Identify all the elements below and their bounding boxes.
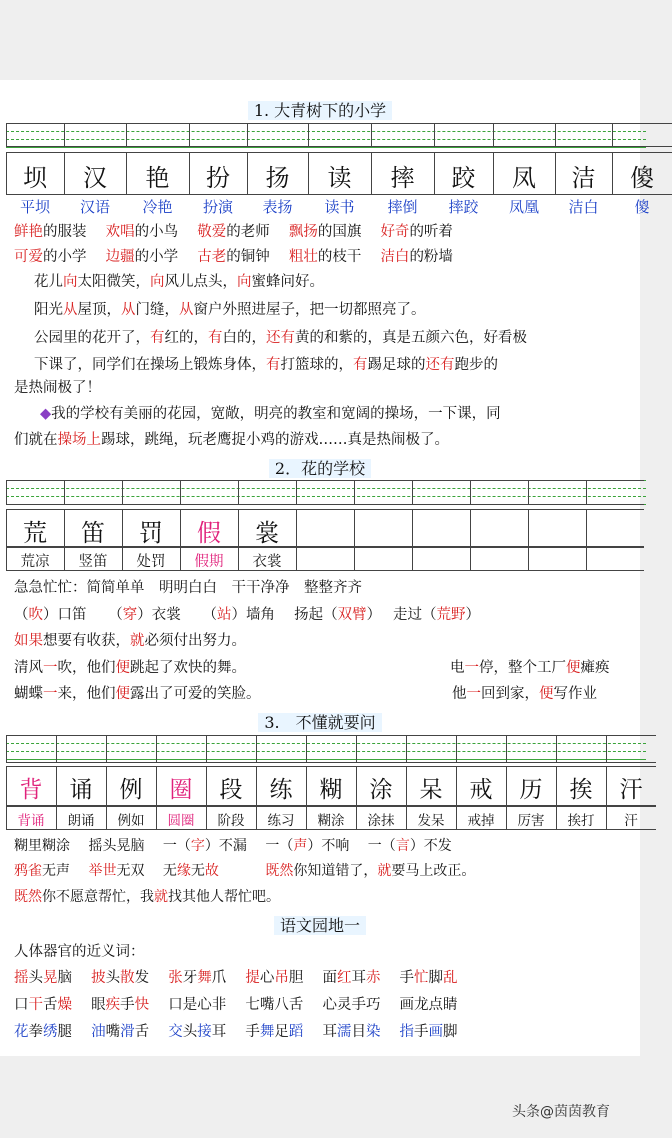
word: 衣裳 (252, 554, 282, 570)
pinyin-grid (6, 735, 656, 763)
idiom-row (14, 966, 458, 987)
new-char: 跤 (451, 164, 476, 192)
word: 竖笛 (78, 554, 108, 570)
word: 阶段 (217, 813, 245, 829)
watermark: 头条@茵茵教育 (512, 1104, 610, 1120)
word: 挨打 (567, 813, 595, 829)
sentence-line: 们就在操场上踢球，跳绳，玩老鹰捉小鸡的游戏……真是热闹极了。 (14, 432, 449, 448)
new-char: 坝 (23, 164, 47, 192)
phrase-line: 可爱的小学 边疆的小学 古老的铜钟 粗壮的枝干 洁白的粉墙 (14, 249, 453, 265)
word: 朗诵 (67, 813, 95, 829)
section-4-subtitle: 人体器官的近义词： (14, 944, 145, 960)
new-char: 糊 (319, 777, 343, 803)
sentence-line: 是热闹极了！ (14, 380, 101, 396)
word: 汗 (624, 813, 638, 829)
sentence-line: 蝴蝶一来，他们便露出了可爱的笑脸。 (14, 686, 261, 702)
idiom: 摇头晃脑 (14, 970, 72, 986)
idiom: 油嘴滑舌 (91, 1024, 150, 1040)
word: 厉害 (517, 813, 545, 829)
new-char: 历 (519, 777, 543, 803)
phrase-line: 鸦雀无声 举世无双 无缘无故 既然你知道错了，就要马上改正。 (14, 863, 476, 879)
section-3-title: 3. 不懂就要问 (0, 710, 640, 733)
idiom-row (14, 1020, 458, 1041)
new-char: 艳 (145, 164, 170, 192)
sentence-line: 他一回到家，便写作业 (452, 686, 597, 702)
word: 读书 (324, 198, 355, 216)
word: 戒掉 (467, 813, 495, 829)
word: 例如 (117, 813, 145, 829)
sentence-line: 清风一吹，他们便跳起了欢快的舞。 (14, 660, 246, 676)
idiom: 七嘴八舌 (245, 997, 304, 1013)
word: 练习 (267, 813, 295, 829)
new-char: 笛 (81, 519, 105, 547)
diamond-bullet-icon: ◆ (40, 406, 52, 422)
sentence-line: 既然你不愿意帮忙，我就找其他人帮忙吧。 (14, 889, 280, 905)
new-char: 傻 (630, 164, 654, 192)
word: 表扬 (262, 198, 293, 216)
new-char: 挨 (569, 777, 593, 803)
new-char: 呆 (419, 777, 443, 803)
new-char: 例 (119, 777, 143, 803)
idiom: 口干舌燥 (14, 997, 72, 1013)
section-1-title: 1. 大青树下的小学 (0, 98, 640, 121)
new-char: 扬 (265, 164, 290, 192)
word: 洁白 (568, 198, 599, 216)
sentence-line: 下课了，同学们在操场上锻炼身体，有打篮球的，有踢足球的还有跑步的 (34, 357, 498, 373)
new-char: 戒 (469, 777, 493, 803)
word: 摔倒 (387, 198, 418, 216)
sentence-line: 电一停，整个工厂便瘫痪 (450, 660, 610, 676)
phrase-line: （吹）口笛 （穿）衣裳 （站）墙角 扬起（双臂） 走过（荒野） (14, 607, 480, 623)
word: 凤凰 (508, 198, 539, 216)
pinyin-grid (6, 123, 672, 147)
word: 冷艳 (142, 198, 173, 216)
new-char: 扮 (206, 164, 230, 192)
idiom: 画龙点睛 (399, 997, 458, 1013)
new-char: 练 (269, 777, 293, 803)
new-char: 洁 (571, 164, 596, 192)
new-char: 汗 (619, 777, 643, 803)
new-char: 段 (219, 777, 243, 803)
word: 涂抹 (367, 813, 395, 829)
idiom: 交头接耳 (168, 1024, 227, 1040)
word: 背诵 (17, 813, 45, 829)
new-char: 荒 (23, 519, 47, 547)
new-char: 圈 (169, 777, 193, 803)
word: 圆圈 (167, 813, 195, 829)
idiom: 耳濡目染 (322, 1024, 381, 1040)
word: 扮演 (202, 198, 233, 216)
phrase-line: 急急忙忙：简简单单 明明白白 干干净净 整整齐齐 (14, 580, 362, 596)
new-char: 罚 (139, 519, 163, 547)
pinyin-grid (6, 480, 644, 505)
sentence-line: ◆我的学校有美丽的花园，宽敞，明亮的教室和宽阔的操场，一下课，同 (40, 406, 501, 422)
new-char: 汉 (83, 164, 107, 192)
new-char: 裳 (255, 519, 279, 547)
idiom: 面红耳赤 (322, 970, 381, 986)
idiom: 披头散发 (91, 970, 150, 986)
word-row (6, 809, 656, 829)
idiom-row (14, 993, 458, 1014)
idiom: 提心吊胆 (245, 970, 304, 986)
section-4-title: 语文园地一 (0, 913, 640, 936)
worksheet-page (0, 80, 654, 1056)
new-char: 读 (327, 164, 352, 192)
new-char: 诵 (69, 777, 93, 803)
word: 平坝 (19, 198, 50, 216)
phrase-line: 糊里糊涂 摇头晃脑 一（字）不漏 一（声）不响 一（言）不发 (14, 838, 452, 854)
word: 发呆 (417, 813, 445, 829)
new-characters-row (6, 771, 656, 804)
new-char: 背 (19, 777, 43, 803)
idiom: 眼疾手快 (91, 997, 150, 1013)
word: 荒凉 (20, 554, 50, 570)
section-2-title: 2．花的学校 (0, 456, 640, 479)
idiom: 花拳绣腿 (14, 1024, 72, 1040)
idiom: 口是心非 (168, 997, 227, 1013)
idiom: 指手画脚 (399, 1024, 458, 1040)
idiom: 手舞足蹈 (245, 1024, 304, 1040)
word-row (6, 196, 672, 217)
pinyin-guide-line (6, 147, 646, 148)
idiom: 心灵手巧 (322, 997, 381, 1013)
word: 傻 (634, 198, 650, 216)
word: 糊涂 (317, 813, 345, 829)
word: 假期 (194, 554, 224, 570)
phrase-line: 鲜艳的服装 欢唱的小鸟 敬爱的老师 飘扬的国旗 好奇的听着 (14, 224, 453, 240)
new-characters-row (6, 513, 296, 548)
sentence-line: 阳光从屋顶，从门缝，从窗户外照进屋子，把一切都照亮了。 (34, 302, 426, 318)
new-char: 摔 (390, 164, 415, 192)
word: 摔跤 (448, 198, 479, 216)
new-char: 凤 (512, 164, 536, 192)
word-row (6, 550, 296, 571)
new-char: 假 (197, 519, 221, 547)
idiom: 张牙舞爪 (168, 970, 227, 986)
new-characters-row (6, 158, 672, 193)
sentence-line: 如果想要有收获，就必须付出努力。 (14, 633, 246, 649)
sentence-line: 花儿向太阳微笑，向风儿点头，向蜜蜂问好。 (34, 274, 324, 290)
sentence-line: 公园里的花开了，有红的，有白的，还有黄的和紫的，真是五颜六色，好看极 (34, 330, 527, 346)
word: 处罚 (136, 554, 166, 570)
idiom: 手忙脚乱 (399, 970, 458, 986)
word: 汉语 (79, 198, 110, 216)
new-char: 涂 (369, 777, 393, 803)
